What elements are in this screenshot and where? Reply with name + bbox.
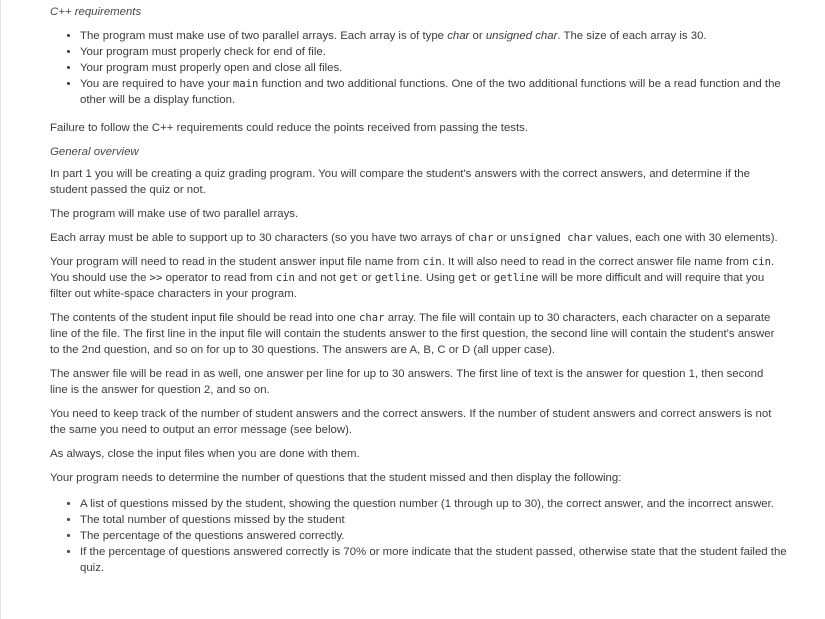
requirement-item: • You are required to have your main function and two additional functions. One of the two additional functions will be a read function and the other will be a display function. — [80, 76, 796, 108]
left-border — [0, 0, 1, 619]
count-check-paragraph: You need to keep track of the number of student answers and the correct answers. If the number of student answers and correct answers is not the same you need to output an error message (see below). — [50, 408, 772, 436]
parallel-arrays-paragraph: The program will make use of two parallel arrays. — [50, 208, 299, 220]
display-item: • The percentage of the questions answered correctly. — [80, 528, 796, 544]
display-item: • If the percentage of questions answered correctly is 70% or more indicate that the student passed, otherwise state that the student failed the quiz. — [80, 544, 796, 576]
close-files-paragraph: As always, close the input files when you are done with them. — [50, 448, 360, 460]
overview-paragraph: In part 1 you will be creating a quiz grading program. You will compare the student's answers with the correct answers, and determine if the student passed the quiz or not. — [50, 168, 750, 196]
cpp-requirements-heading: C++ requirements — [50, 6, 142, 18]
general-overview-heading: General overview — [50, 146, 139, 158]
requirement-item: • The program must make use of two parallel arrays. Each array is of type char or unsigned char. The size of each array is 30. — [80, 28, 796, 44]
requirement-item: • Your program must properly open and close all files. — [80, 60, 796, 76]
input-paragraph: Your program will need to read in the student answer input file name from cin. It will also need to read in the correct answer file name from cin. You should use the >> operator to read from cin and not get or getline. Using get or getline will be more difficult and will require that you filter out white-space characters in your program. — [50, 256, 775, 300]
requirements-list — [50, 28, 796, 108]
answer-file-paragraph: The answer file will be read in as well, one answer per line for up to 30 answers. The first line of text is the answer for question 1, then second line is the answer for question 2, and so on. — [50, 368, 764, 396]
display-list — [50, 496, 796, 576]
failure-note: Failure to follow the C++ requirements could reduce the points received from passing the tests. — [50, 122, 529, 134]
display-item: • The total number of questions missed by the student — [80, 512, 796, 528]
student-file-paragraph: The contents of the student input file should be read into one char array. The file will contain up to 30 characters, each character on a separate line of the file. The first line in the input file will contain the students answer to the first question, the second line will contain the student's answer to the 2nd question, and so on for up to 30 questions. The answers are A, B, C or D (all upper case). — [50, 312, 775, 356]
requirement-item: • Your program must properly check for end of file. — [80, 44, 796, 60]
display-item: • A list of questions missed by the student, showing the question number (1 through up to 30), the correct answer, and the incorrect answer. — [80, 496, 796, 512]
array-size-paragraph: Each array must be able to support up to 30 characters (so you have two arrays of char or unsigned char values, each one with 30 elements). — [50, 232, 778, 244]
display-intro-paragraph: Your program needs to determine the number of questions that the student missed and then display the following: — [50, 472, 622, 484]
